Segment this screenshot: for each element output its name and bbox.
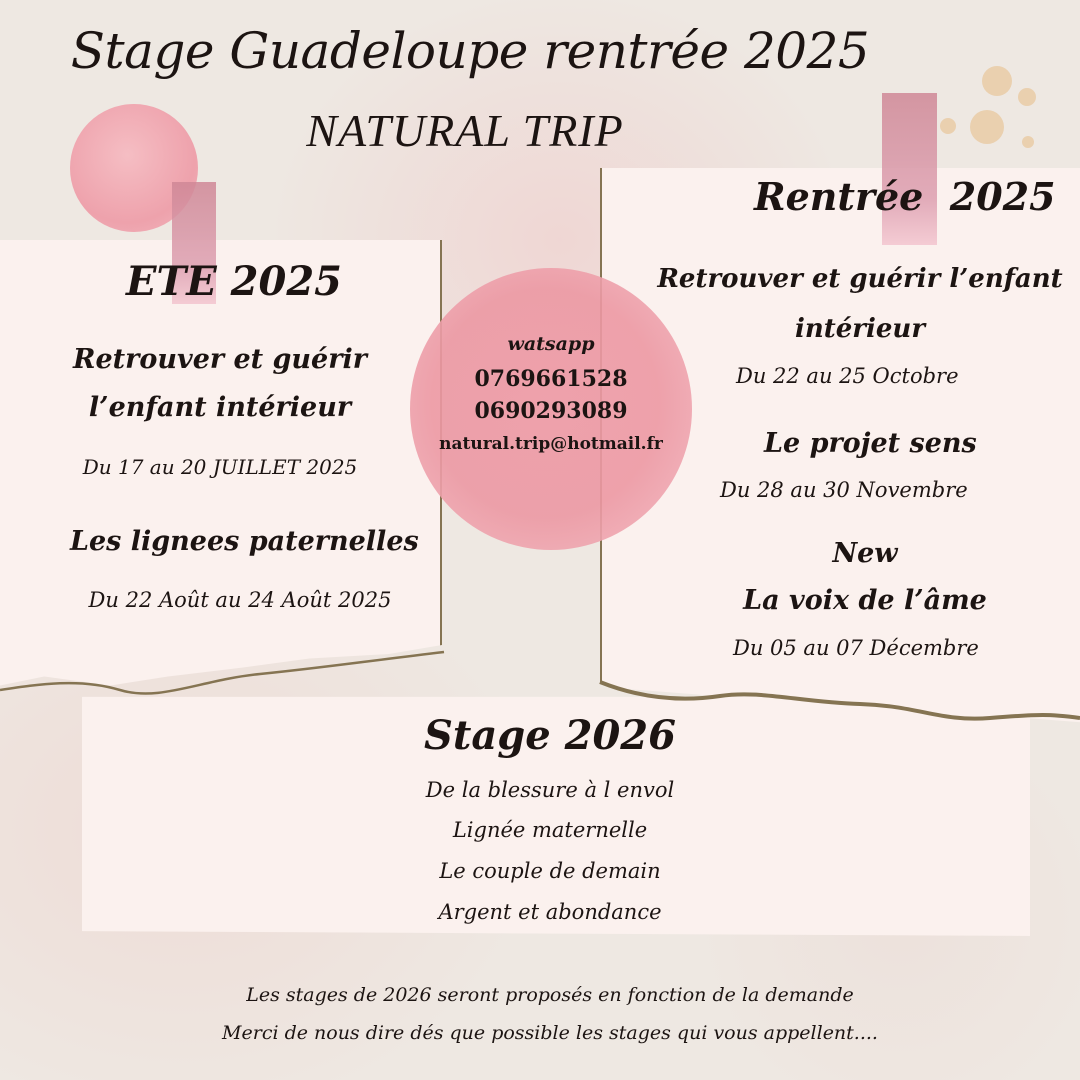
autumn-heading: Rentrée 2025 xyxy=(754,174,1056,219)
stage-2026-item: Le couple de demain xyxy=(439,859,661,883)
autumn-stage-1-title-line1: Retrouver et guérir l’enfant xyxy=(657,264,1063,294)
stage-2026-item: De la blessure à l envol xyxy=(425,778,675,802)
autumn-stage-2-date: Du 28 au 30 Novembre xyxy=(720,478,968,502)
summer-stage-1-title-line2: l’enfant intérieur xyxy=(88,392,352,423)
contact-email: natural.trip@hotmail.fr xyxy=(439,434,663,454)
decorative-dots xyxy=(930,60,1040,160)
autumn-stage-2-title: Le projet sens xyxy=(764,428,977,459)
footer-note-line-2: Merci de nous dire dés que possible les stages qui vous appellent.... xyxy=(222,1022,878,1044)
washi-tape-right xyxy=(882,93,937,245)
brand-name: NATURAL TRIP xyxy=(306,105,624,156)
autumn-stage-3-date: Du 05 au 07 Décembre xyxy=(733,636,979,660)
autumn-stage-3-title: La voix de l’âme xyxy=(743,585,987,616)
autumn-stage-3-new-badge: New xyxy=(832,538,898,569)
stage-2026-heading: Stage 2026 xyxy=(424,712,676,759)
page-title: Stage Guadeloupe rentrée 2025 xyxy=(70,22,870,80)
autumn-stage-1-title-line2: intérieur xyxy=(794,314,926,344)
footer-note-line-1: Les stages de 2026 seront proposés en fonction de la demande xyxy=(246,984,854,1006)
stage-2026-item: Argent et abondance xyxy=(438,900,662,924)
summer-stage-2-title: Les lignees paternelles xyxy=(70,526,419,557)
summer-stage-1-title-line1: Retrouver et guérir xyxy=(73,344,367,375)
contact-label: watsapp xyxy=(507,333,595,355)
autumn-stage-1-date: Du 22 au 25 Octobre xyxy=(736,364,959,388)
contact-phone-1: 0769661528 xyxy=(474,366,628,392)
summer-heading: ETE 2025 xyxy=(126,258,342,305)
summer-stage-2-date: Du 22 Août au 24 Août 2025 xyxy=(88,588,392,612)
summer-stage-1-date: Du 17 au 20 JUILLET 2025 xyxy=(82,455,358,479)
stage-2026-item: Lignée maternelle xyxy=(452,818,648,842)
contact-phone-2: 0690293089 xyxy=(474,398,628,424)
